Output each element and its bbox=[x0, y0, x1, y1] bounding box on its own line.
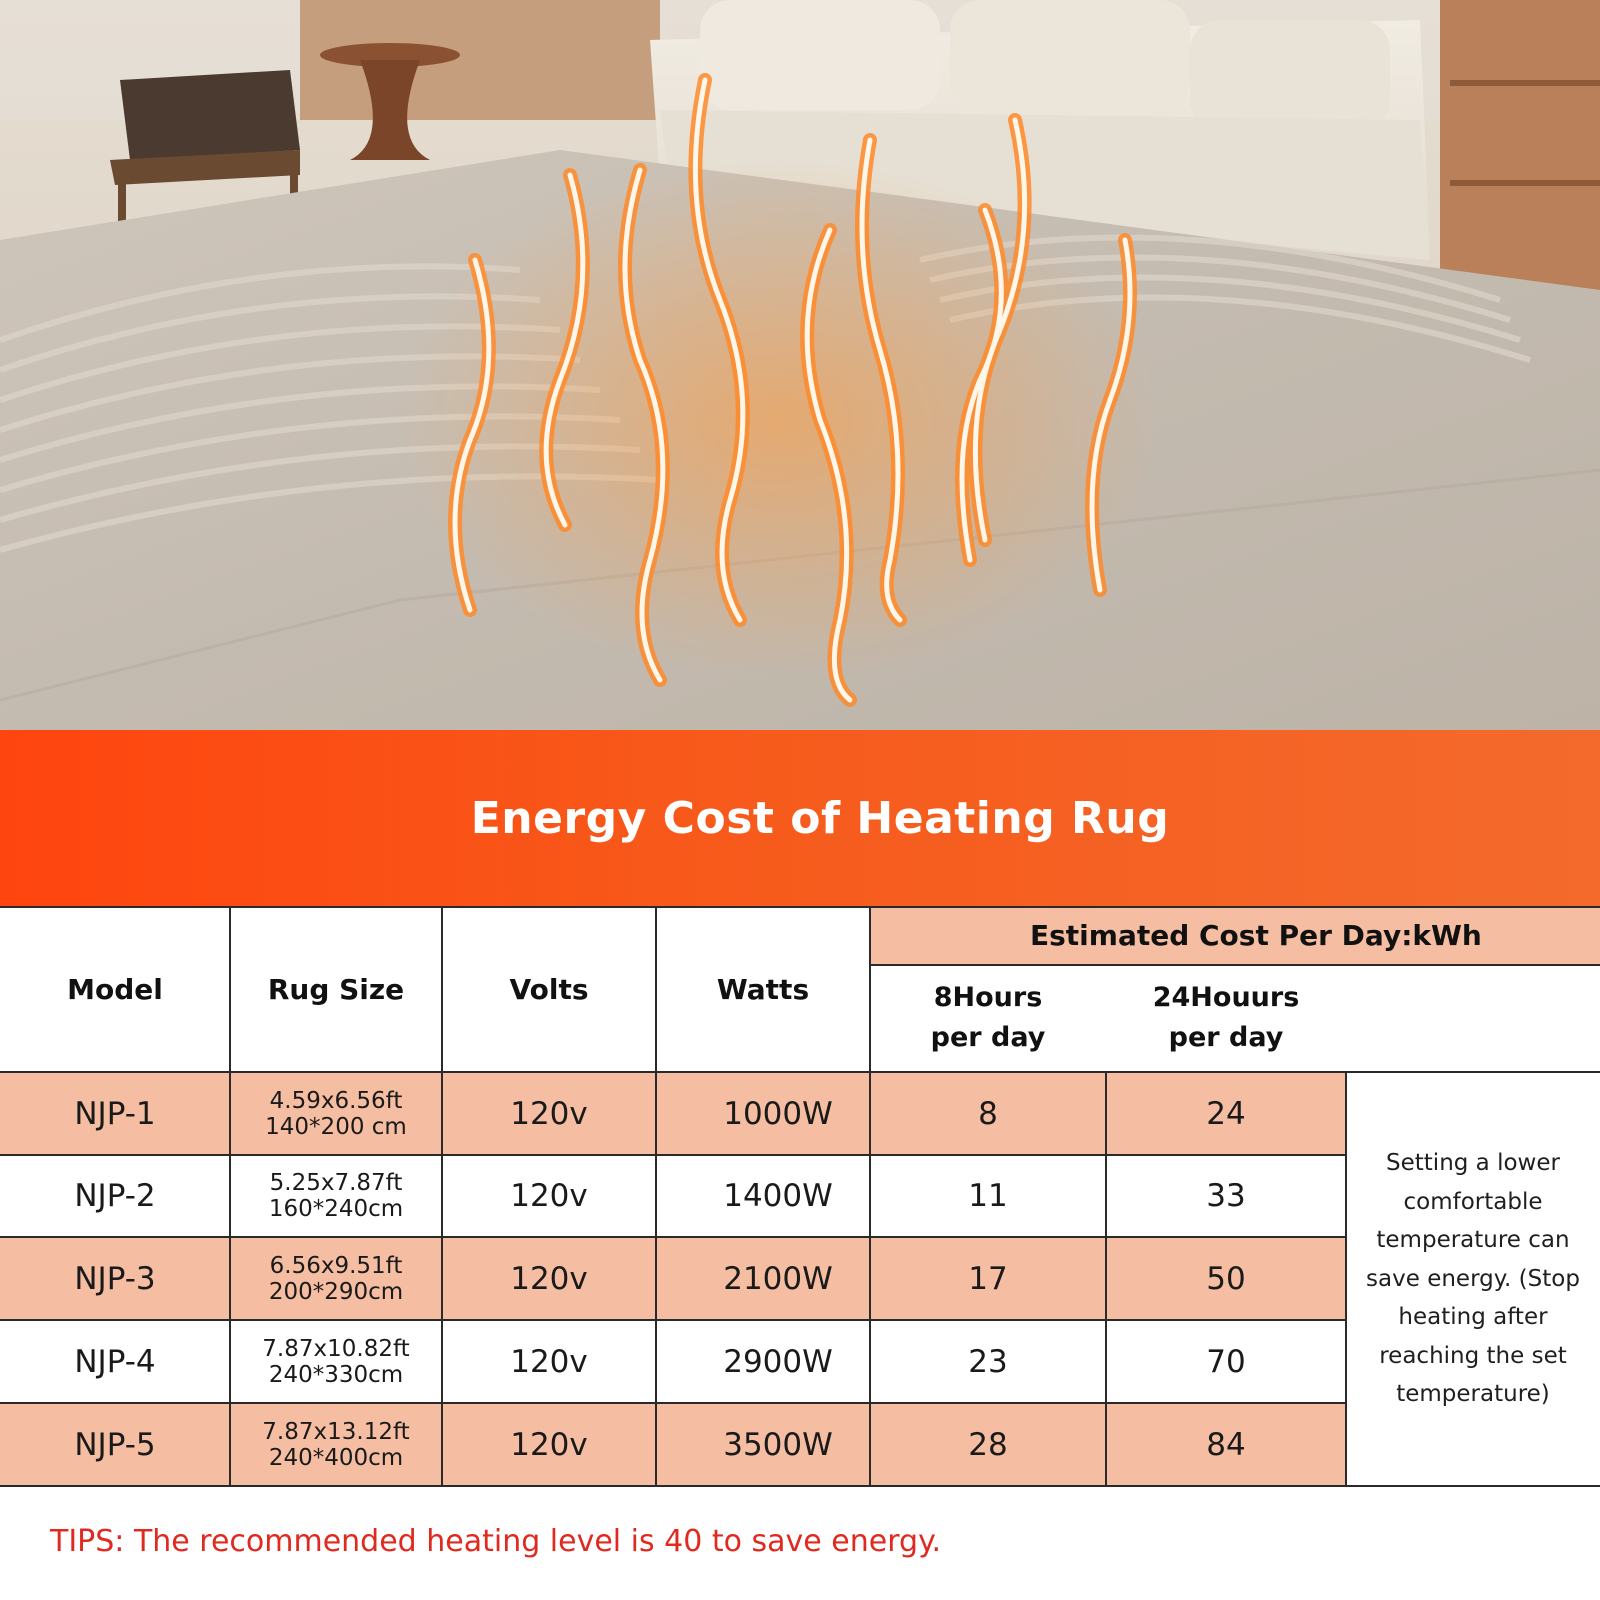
row2-model: NJP-2 bbox=[74, 1178, 156, 1214]
row3-8h: 17 bbox=[968, 1260, 1008, 1297]
header-24-hours-line2: per day bbox=[1168, 1022, 1284, 1053]
row3-watts: 2100W bbox=[723, 1260, 833, 1297]
grid-line bbox=[0, 1402, 1346, 1404]
row4-volts: 120v bbox=[510, 1343, 588, 1380]
grid-line bbox=[441, 906, 443, 1486]
header-8-hours-line2: per day bbox=[930, 1022, 1046, 1053]
row1-size bbox=[230, 1072, 442, 1155]
row4-24h: 70 bbox=[1206, 1343, 1246, 1380]
row1-24h: 24 bbox=[1206, 1095, 1246, 1132]
row3-volts: 120v bbox=[510, 1260, 588, 1297]
row3-24h: 50 bbox=[1206, 1260, 1246, 1297]
header-8-hours bbox=[870, 964, 1106, 1072]
row5-24h: 84 bbox=[1206, 1426, 1246, 1463]
row2-8h: 11 bbox=[968, 1178, 1008, 1214]
row3-size bbox=[230, 1237, 442, 1320]
row1-size-cm: 140*200 cm bbox=[265, 1113, 407, 1140]
row5-size-cm: 240*400cm bbox=[268, 1444, 404, 1471]
row1-size-ft: 4.59x6.56ft bbox=[269, 1087, 403, 1114]
title-banner bbox=[0, 730, 1600, 906]
header-estimated-cost: Estimated Cost Per Day:kWh bbox=[1030, 918, 1482, 952]
grid-line bbox=[0, 906, 1600, 908]
row2-volts: 120v bbox=[510, 1178, 588, 1214]
header-volts: Volts bbox=[509, 972, 589, 1006]
row2-size-ft: 5.25x7.87ft bbox=[269, 1170, 403, 1196]
tips-text: TIPS: The recommended heating level is 40 to save energy. bbox=[50, 1524, 942, 1559]
row2-size-cm: 160*240cm bbox=[268, 1196, 404, 1222]
grid-line bbox=[229, 906, 231, 1486]
row1-model: NJP-1 bbox=[74, 1095, 156, 1132]
row4-watts: 2900W bbox=[723, 1343, 833, 1380]
grid-line bbox=[1105, 1072, 1107, 1486]
header-8-hours-line1: 8Hours bbox=[933, 982, 1043, 1013]
row5-model: NJP-5 bbox=[74, 1426, 156, 1463]
row1-8h: 8 bbox=[978, 1095, 998, 1132]
heated-rug-scene bbox=[0, 0, 1600, 730]
header-model: Model bbox=[67, 972, 163, 1006]
header-watts: Watts bbox=[716, 972, 810, 1006]
row5-size bbox=[230, 1403, 442, 1486]
product-photo bbox=[0, 0, 1600, 730]
row2-watts: 1400W bbox=[723, 1178, 833, 1214]
grid-line bbox=[870, 964, 1600, 966]
grid-line bbox=[0, 1236, 1346, 1238]
grid-line bbox=[0, 1154, 1346, 1156]
row3-size-ft: 6.56x9.51ft bbox=[269, 1252, 403, 1279]
header-24-hours-line1: 24Houurs bbox=[1152, 982, 1300, 1013]
page-title: Energy Cost of Heating Rug bbox=[470, 792, 1170, 844]
row5-8h: 28 bbox=[968, 1426, 1008, 1463]
row4-model: NJP-4 bbox=[74, 1343, 156, 1380]
grid-line bbox=[655, 906, 657, 1486]
row3-size-cm: 200*290cm bbox=[268, 1278, 404, 1305]
row2-24h: 33 bbox=[1206, 1178, 1246, 1214]
row4-size-cm: 240*330cm bbox=[268, 1361, 404, 1388]
row5-volts: 120v bbox=[510, 1426, 588, 1463]
row4-size-ft: 7.87x10.82ft bbox=[262, 1335, 410, 1362]
row2-size bbox=[230, 1155, 442, 1237]
row3-model: NJP-3 bbox=[74, 1260, 156, 1297]
grid-line bbox=[869, 906, 871, 1486]
energy-saving-note: Setting a lower comfortable temperature can save energy. (Stop heating after reaching the set temperature) bbox=[1366, 1150, 1580, 1408]
header-24-hours bbox=[1106, 964, 1346, 1072]
row5-watts: 3500W bbox=[723, 1426, 833, 1463]
row4-size bbox=[230, 1320, 442, 1403]
header-rug-size: Rug Size bbox=[267, 972, 405, 1006]
grid-line bbox=[0, 1319, 1346, 1321]
row1-watts: 1000W bbox=[723, 1095, 833, 1132]
row5-size-ft: 7.87x13.12ft bbox=[262, 1418, 410, 1445]
row1-volts: 120v bbox=[510, 1095, 588, 1132]
row4-8h: 23 bbox=[968, 1343, 1008, 1380]
